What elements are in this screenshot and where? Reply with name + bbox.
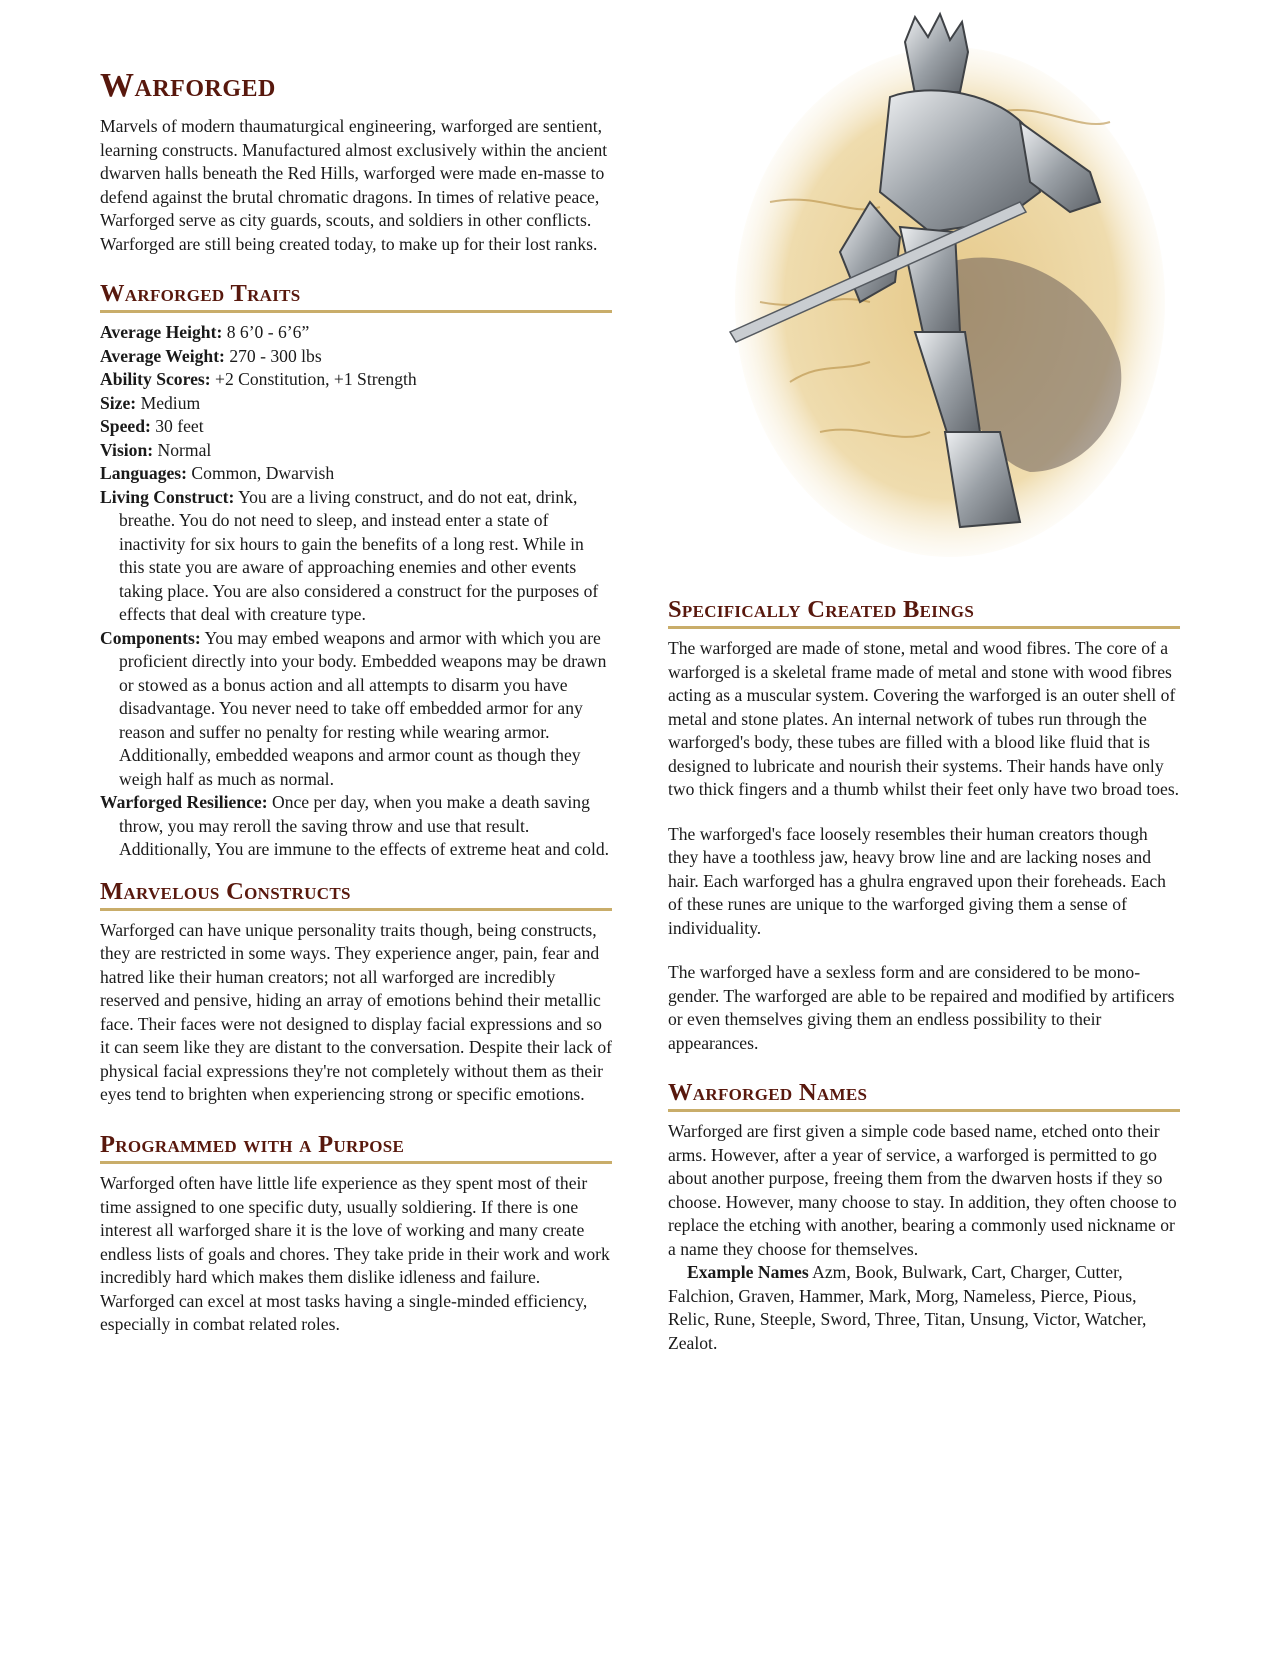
trait-label: Vision:: [100, 439, 154, 460]
trait-label: Average Height:: [100, 322, 223, 343]
names-heading: Warforged Names: [668, 1079, 1180, 1112]
traits-heading: Warforged Traits: [100, 280, 612, 313]
trait-warforged-resilience: [100, 791, 612, 862]
programmed-heading: Programmed with a Purpose: [100, 1131, 612, 1164]
trait-text: You may embed weapons and armor with which you are proficient directly into your body. Embedded weapons may be drawn or stowed as a bonus action and all attempts to disarm you have disadvantage. You never need to take off embedded armor for any reason and suffer no penalty for resting while wearing armor. Additionally, embedded weapons and armor count as though they weigh half as much as normal.: [119, 627, 607, 789]
trait-average-height: [100, 321, 612, 345]
trait-text: 8 6’0 - 6’6”: [226, 322, 310, 343]
programmed-paragraph: Warforged often have little life experience as they spent most of their time assigned to one specific duty, usually soldiering. If there is one interest all warforged share it is the love of working and many create endless lists of goals and chores. They take pride in their work and work incredibly hard which makes them dislike idleness and failure. Warforged can excel at most tasks having a single-minded efficiency, especially in combat related roles.: [100, 1173, 610, 1335]
created-heading: Specifically Created Beings: [668, 596, 1180, 629]
trait-text: Once per day, when you make a death saving throw, you may reroll the saving throw and use that result. Additionally, You are immune to the effects of extreme heat and cold.: [119, 792, 610, 860]
trait-label: Living Construct:: [100, 486, 235, 507]
names-paragraph: Warforged are first given a simple code based name, etched onto their arms. However, after a year of service, a warforged is permitted to go about another purpose, freeing them from the dwarven hosts if they so choose. However, many choose to stay. In addition, they often choose to replace the etching with another, bearing a commonly used nickname or a name they choose for themselves.: [668, 1121, 1177, 1259]
trait-ability-scores: [100, 368, 612, 392]
trait-languages: [100, 462, 612, 486]
right-column: [668, 596, 1180, 1355]
trait-average-weight: [100, 345, 612, 369]
trait-label: Languages:: [100, 463, 188, 484]
trait-text: Medium: [140, 392, 201, 413]
trait-text: Normal: [157, 439, 212, 460]
trait-text: You are a living construct, and do not eat, drink, breathe. You do not need to sleep, and instead enter a state of inactivity for six hours to gain the benefits of a long rest. While in this state you are aware of approaching enemies and other events taking place. You are also considered a construct for the purposes of effects that deal with creature type.: [119, 486, 599, 625]
trait-speed: [100, 415, 612, 439]
trait-label: Speed:: [100, 416, 151, 437]
marvelous-paragraph: Warforged can have unique personality traits though, being constructs, they are restricted in some ways. They experience anger, pain, fear and hatred like their human creators; not all warforged are incredibly reserved and pensive, hiding an array of emotions behind their metallic face. Their faces were not designed to display facial expressions and so it can seem like they are distant to the conversation. Despite their lack of physical facial expressions they're not completely without them as their eyes tend to brighten when experiencing strong or specific emotions.: [100, 919, 612, 1105]
trait-components: [100, 627, 612, 792]
example-names: [668, 1261, 1180, 1355]
trait-label: Average Weight:: [100, 345, 225, 366]
created-paragraph-3: The warforged have a sexless form and are considered to be mono-gender. The warforged are able to be repaired and modified by artificers or even themselves giving them an endless possibility to their appearances.: [668, 962, 1175, 1053]
created-paragraph-1: The warforged are made of stone, metal and wood fibres. The core of a warforged is a skeletal frame made of metal and stone with wood fibres acting as a muscular system. Covering the warforged is an outer shell of metal and stone plates. An internal network of tubes run through the warforged's body, these tubes are filled with a blood like fluid that is designed to lubricate and nourish their systems. Their hands have only two thick fingers and a thumb whilst their feet only have two broad toes.: [668, 638, 1180, 800]
trait-text: Common, Dwarvish: [191, 463, 335, 484]
marvelous-heading: Marvelous Constructs: [100, 878, 612, 911]
trait-text: 30 feet: [155, 416, 204, 437]
intro-paragraph: Marvels of modern thaumaturgical engineering, warforged are sentient, learning constructs. Manufactured almost exclusively within the ancient dwarven halls beneath the Red Hills, warforged were made en-masse to defend against the brutal chromatic dragons. In times of relative peace, Warforged serve as city guards, scouts, and soldiers in other conflicts. Warforged are still being created today, to make up for their lost ranks.: [100, 116, 608, 254]
trait-label: Components:: [100, 627, 201, 648]
created-paragraph-2: The warforged's face loosely resembles their human creators though they have a toothless jaw, heavy brow line and are lacking noses and hair. Each warforged has a ghulra engraved upon their foreheads. Each of these runes are unique to the warforged giving them a sense of individuality.: [668, 823, 1166, 938]
traits-list: [100, 321, 612, 862]
page-title: Warforged: [100, 67, 276, 104]
trait-label: Warforged Resilience:: [100, 792, 268, 813]
trait-living-construct: [100, 486, 612, 627]
example-names-label: Example Names: [687, 1262, 809, 1283]
trait-text: 270 - 300 lbs: [229, 345, 322, 366]
example-names-list: Azm, Book, Bulwark, Cart, Charger, Cutter, Falchion, Graven, Hammer, Mark, Morg, Nameless, Pierce, Pious, Relic, Rune, Steeple, Sword, Three, Titan, Unsung, Victor, Watcher, Zealot.: [668, 1262, 1147, 1353]
trait-text: +2 Constitution, +1 Strength: [215, 369, 417, 390]
trait-label: Size:: [100, 392, 137, 413]
warforged-illustration: [700, 2, 1180, 558]
left-column: [100, 66, 612, 1337]
trait-size: [100, 392, 612, 416]
trait-label: Ability Scores:: [100, 369, 211, 390]
trait-vision: [100, 439, 612, 463]
